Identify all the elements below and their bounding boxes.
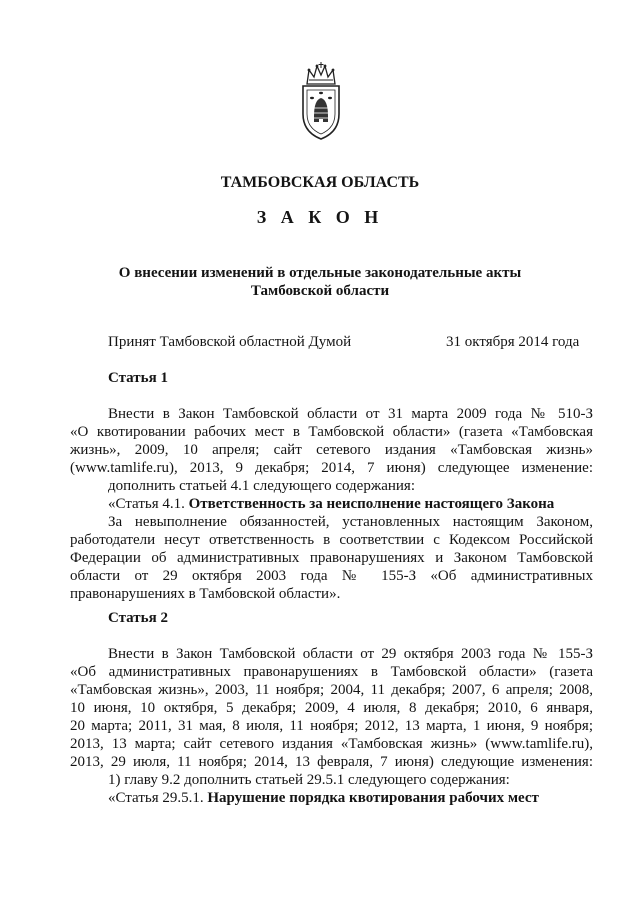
subject-line-2: Тамбовской области bbox=[250, 283, 390, 299]
article-2-line: 2013, 29 июля, 11 ноября; 2014, 13 февраля, 7 июня) следующие изменения: bbox=[70, 754, 593, 770]
document-type-title: З А К О Н bbox=[256, 207, 384, 227]
article-2-line: 1) главу 9.2 дополнить статьей 29.5.1 следующего содержания: bbox=[108, 772, 510, 788]
article-2-line: «Тамбовская жизнь», 2003, 11 ноября; 2004, 11 декабря; 2007, 6 апреля; 2008, bbox=[70, 682, 593, 698]
region-title: ТАМБОВСКАЯ ОБЛАСТЬ bbox=[220, 174, 420, 191]
article-4-1-body-line: работодатели несут ответственность в соответствии с Кодексом Российской bbox=[70, 532, 593, 548]
article-29-5-1-quote bbox=[108, 789, 539, 807]
article-1-line: (www.tamlife.ru), 2013, 9 декабря; 2014, 7 июня) следующее изменение: bbox=[70, 460, 593, 476]
article-1-line: дополнить статьей 4.1 следующего содержания: bbox=[108, 478, 415, 494]
adopted-by: Принят Тамбовской областной Думой bbox=[108, 334, 352, 350]
article-2-line: Внести в Закон Тамбовской области от 29 октября 2003 года № 155-З bbox=[108, 646, 593, 662]
quote-title: Нарушение порядка квотирования рабочих мест bbox=[207, 790, 539, 806]
article-2-line: 20 марта; 2011, 31 мая, 8 июля, 11 ноября; 2012, 13 марта, 1 июня, 9 ноября; bbox=[70, 718, 593, 734]
article-4-1-body-line: Федерации об административных правонарушениях и Законом Тамбовской bbox=[70, 550, 593, 566]
quote-prefix: «Статья 29.5.1. bbox=[108, 790, 208, 806]
quote-title: Ответственность за неисполнение настоящего Закона bbox=[188, 496, 555, 512]
article-2-line: 10 июня, 10 октября, 5 декабря; 2009, 4 июля, 8 декабря; 2010, 6 января, bbox=[70, 700, 593, 716]
article-1-line: жизнь», 2009, 10 апреля; сайт сетевого издания «Тамбовская жизнь» bbox=[70, 442, 593, 458]
article-4-1-body-line: правонарушениях в Тамбовской области». bbox=[70, 586, 341, 602]
article-4-1-quote bbox=[108, 495, 554, 513]
article-1-line: «О квотировании рабочих мест в Тамбовской области» (газета «Тамбовская bbox=[70, 424, 593, 440]
adoption-date: 31 октября 2014 года bbox=[446, 334, 580, 350]
coat-of-arms-icon bbox=[298, 62, 344, 142]
article-4-1-body-line: За невыполнение обязанностей, установленных настоящим Законом, bbox=[108, 514, 593, 530]
article-4-1-body-line: области от 29 октября 2003 года № 155-З «Об административных bbox=[70, 568, 593, 584]
article-2-heading: Статья 2 bbox=[108, 610, 168, 626]
article-1-heading: Статья 1 bbox=[108, 370, 168, 386]
subject-line-1: О внесении изменений в отдельные законодательные акты bbox=[118, 265, 522, 281]
article-1-line: Внести в Закон Тамбовской области от 31 марта 2009 года № 510-З bbox=[108, 406, 593, 422]
article-2-line: «Об административных правонарушениях в Тамбовской области» (газета bbox=[70, 664, 593, 680]
quote-prefix: «Статья 4.1. bbox=[108, 496, 189, 512]
article-2-line: 2013, 13 марта; сайт сетевого издания «Тамбовская жизнь» (www.tamlife.ru), bbox=[70, 736, 593, 752]
